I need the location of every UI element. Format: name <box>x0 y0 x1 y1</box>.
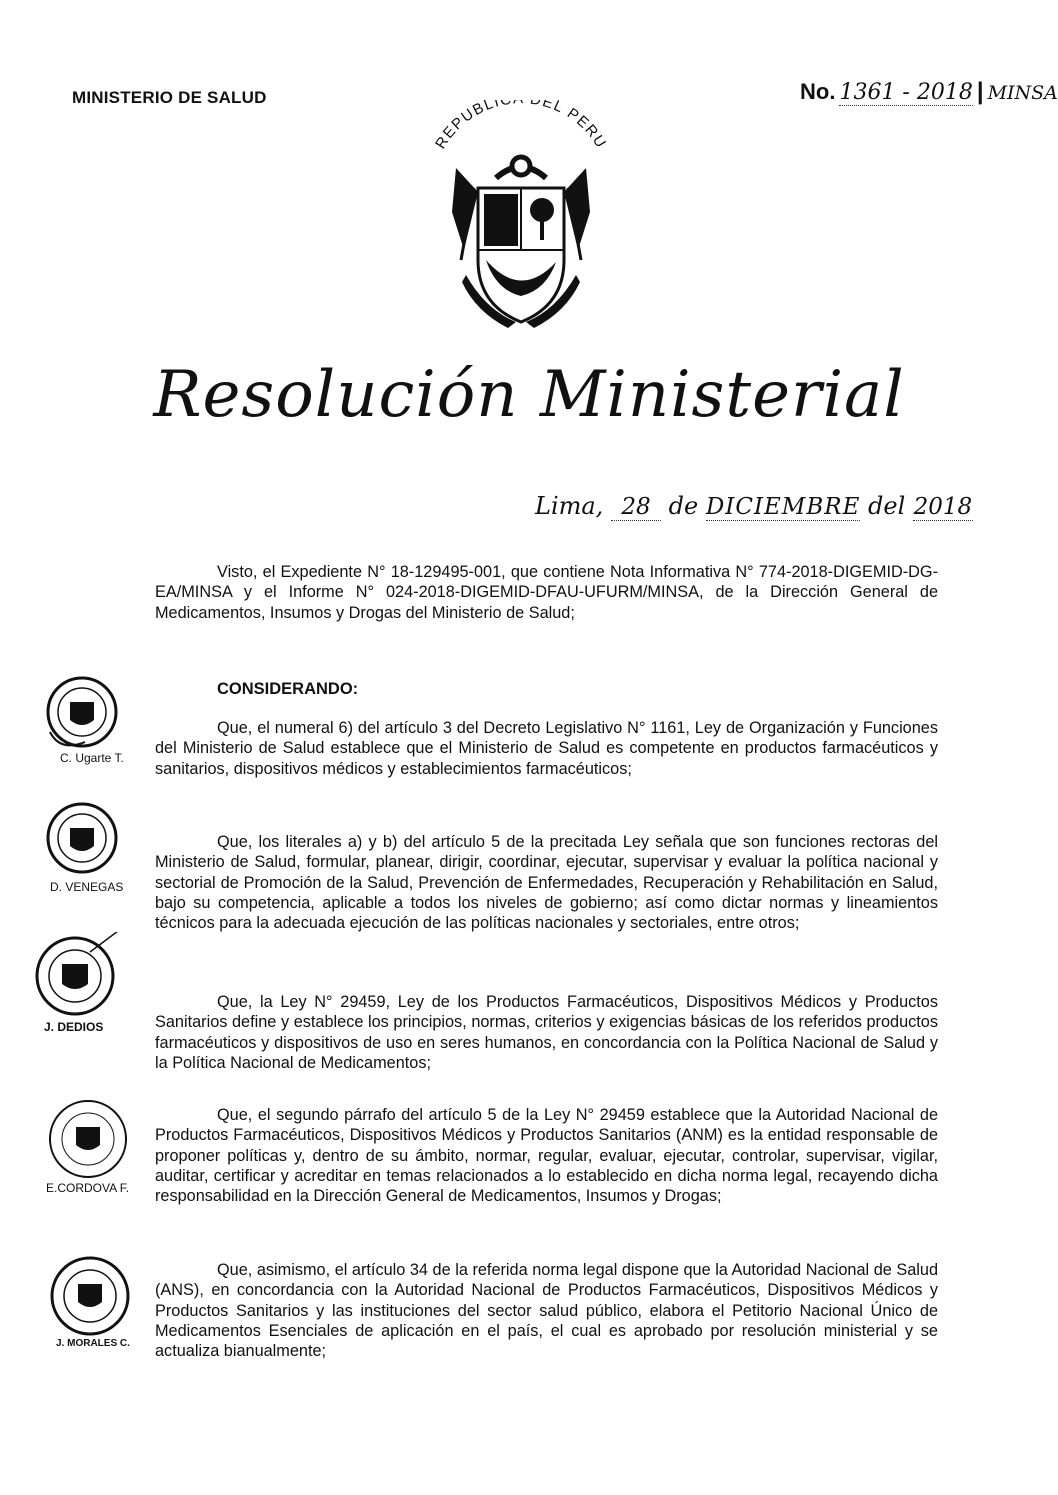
body-paragraph-1: Que, el numeral 6) del artículo 3 del Decreto Legislativo N° 1161, Ley de Organización y Funciones del Ministerio de Salud establece que el Ministerio de Salud es competente en productos farmacéuticos y sanitarios, dispositivos médicos y establecimientos farmacéuticos; <box>155 719 938 778</box>
date-city: Lima, <box>535 492 604 520</box>
document-title: Resolución Ministerial <box>153 358 905 432</box>
coat-of-arms <box>416 100 626 330</box>
resolution-number-value: 1361 - 2018 <box>839 80 973 105</box>
approval-stamp-3 <box>20 932 130 1034</box>
date-year: 2018 <box>913 494 973 520</box>
stamp-label-1: C. Ugarte T. <box>60 751 124 765</box>
svg-text:REPUBLICA DEL PERU <box>432 100 610 152</box>
date-del: del <box>868 492 906 520</box>
date-de: de <box>668 492 699 520</box>
body-paragraph-4: Que, el segundo párrafo del artículo 5 de la Ley N° 29459 establece que la Autoridad Nacional de Productos Farmacéuticos, Dispositivos Médicos y Productos Sanitarios (ANM) es la entidad responsable de proponer políticas y, dentro de su ámbito, normar, regular, evaluar, ejecutar, controlar, supervisar, vigilar, auditar, certificar y acreditar en temas relacionados a lo establecido en dicha norma legal, recayendo dicha responsabilidad en la Dirección General de Medicamentos, Insumos y Drogas; <box>155 1106 938 1206</box>
body-paragraph-2: Que, los literales a) y b) del artículo 5 de la precitada Ley señala que son funciones rectoras del Ministerio de Salud, formular, planear, dirigir, coordinar, ejecutar, supervisar y evaluar la política nacional y sectorial de Promoción de la Salud, Prevención de Enfermedades, Recuperación y Rehabilitación en Salud, bajo su competencia, aplicable a todos los niveles de gobierno; así como dictar normas y lineamientos técnicos para la adecuada ejecución de las políticas nacionales y sectoriales, entre otros; <box>155 833 938 933</box>
date-month: DICIEMBRE <box>705 494 861 520</box>
date-day: 28 <box>611 494 661 521</box>
approval-stamp-1 <box>20 672 130 765</box>
stamp-label-3: J. DEDIOS <box>44 1020 104 1034</box>
body-paragraph-5: Que, asimismo, el artículo 34 de la referida norma legal dispone que la Autoridad Nacional de Salud (ANS), en concordancia con la Autoridad Nacional de Productos Farmacéuticos, Dispositivos Médicos y Productos Sanitarios y las instituciones del sector salud público, elabora el Petitorio Nacional Único de Medicamentos Esenciales de aplicación en el país, el cual es aprobado por resolución ministerial y se actualiza bianualmente; <box>155 1261 938 1361</box>
resolution-suffix: MINSA <box>987 82 1058 104</box>
resolution-prefix: No. <box>800 79 836 104</box>
ministry-name: MINISTERIO DE SALUD <box>72 88 267 107</box>
visto-paragraph: Visto, el Expediente N° 18-129495-001, que contiene Nota Informativa N° 774-2018-DIGEMID-DG-EA/MINSA y el Informe N° 024-2018-DIGEMID-DFAU-UFURM/MINSA, de la Dirección General de Medicamentos, Insumos y Drogas del Ministerio de Salud; <box>155 563 938 622</box>
approval-stamp-4 <box>20 1095 130 1195</box>
coat-of-arms-icon <box>416 100 626 330</box>
coat-text: REPUBLI DEL PERU <box>432 100 610 152</box>
date-line <box>535 492 973 521</box>
approval-stamp-2 <box>20 800 130 894</box>
approval-stamp-5 <box>20 1252 130 1349</box>
stamp-label-5: J. MORALES C. <box>56 1338 130 1349</box>
considerando-heading: CONSIDERANDO: <box>217 680 359 698</box>
resolution-number: No. 1361 - 2018 | MINSA <box>800 78 1058 105</box>
body-paragraph-3: Que, la Ley N° 29459, Ley de los Productos Farmacéuticos, Dispositivos Médicos y Productos Sanitarios define y establece los principios, normas, criterios y exigencias básicas de los referidos productos farmacéuticos y dispositivos de uso en seres humanos, en concordancia con la Política Nacional de Salud y la Política Nacional de Medicamentos; <box>155 993 938 1072</box>
stamp-label-2: D. VENEGAS <box>50 880 124 894</box>
stamp-label-4: E.CORDOVA F. <box>46 1181 130 1195</box>
